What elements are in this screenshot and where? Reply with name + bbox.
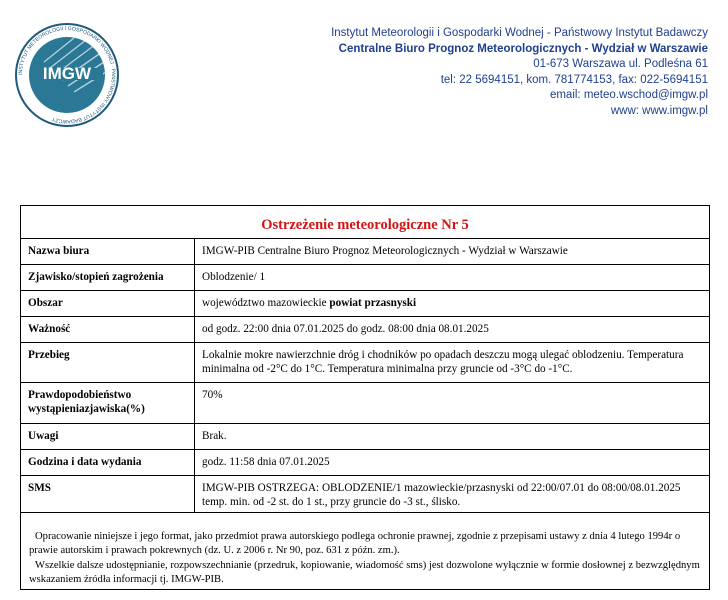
table-row	[21, 239, 709, 265]
table-row	[21, 450, 709, 476]
table-row	[21, 424, 709, 450]
office-phone: tel: 22 5694151, kom. 781774153, fax: 022-5694151	[440, 73, 708, 86]
row-value: Lokalnie mokre nawierzchnie dróg i chodników po opadach deszczu mogą ulegać oblodzeniu. Temperatura minimalna od -2°C do 1°C. Temperatura minimalna przy gruncie od -3°C do -1°C.	[195, 343, 710, 383]
row-label: Zjawisko/stopień zagrożenia	[21, 265, 195, 291]
area-region: województwo mazowieckie	[202, 297, 327, 309]
row-label: Obszar	[21, 291, 195, 317]
institute-name: Instytut Meteorologii i Gospodarki Wodnej - Państwowy Instytut Badawczy	[331, 27, 708, 39]
table-row	[21, 317, 709, 343]
table-row	[21, 291, 709, 317]
office-name: Centralne Biuro Prognoz Meteorologicznych - Wydział w Warszawie	[338, 42, 708, 55]
office-address: 01-673 Warszawa ul. Podleśna 61	[533, 58, 708, 71]
row-value	[195, 291, 710, 317]
row-value: godz. 11:58 dnia 07.01.2025	[195, 450, 710, 476]
copyright-paragraph: Opracowanie niniejsze i jego format, jako przedmiot prawa autorskiego podlega ochronie prawnej, zgodnie z przepisami ustawy z dnia 4 lutego 1994r o prawie autorskim i prawach pokrewnych (dz. U. z 2006 r. Nr 90, poz. 631 z późn. zm.).	[29, 531, 681, 557]
row-value: IMGW-PIB Centralne Biuro Prognoz Meteorologicznych - Wydział w Warszawie	[195, 239, 710, 265]
office-email[interactable]: email: meteo.wschod@imgw.pl	[549, 89, 708, 102]
redistribution-paragraph: Wszelkie dalsze udostępnianie, rozpowszechnianie (przedruk, kopiowanie, wiadomość sms) jest dozwolone wyłącznie w formie dosłownej z bezwzględnym wskazaniem źródła informacji tj. IMGW-PIB.	[29, 559, 700, 586]
table-row	[21, 265, 709, 291]
row-value: Oblodzenie/ 1	[195, 265, 710, 291]
office-website[interactable]: www: www.imgw.pl	[610, 104, 708, 117]
row-value: Brak.	[195, 424, 710, 450]
table-row	[21, 383, 709, 424]
table-row	[21, 476, 709, 513]
row-value: IMGW-PIB OSTRZEGA: OBLODZENIE/1 mazowieckie/przasnyski od 22:00/07.01 do 08:00/08.01.2025 temp. min. od -2 st. do 1 st., przy gruncie do -3 st., ślisko.	[195, 476, 710, 513]
row-label: Uwagi	[21, 424, 195, 450]
row-label: Prawdopodobieństwo wystąpieniazjawiska(%)	[21, 383, 195, 424]
logo-text: IMGW	[42, 64, 92, 83]
copyright-notice	[21, 523, 709, 588]
imgw-logo	[14, 22, 120, 128]
row-label: Godzina i data wydania	[21, 450, 195, 476]
area-district: powiat przasnyski	[329, 297, 417, 309]
row-label: SMS	[21, 476, 195, 513]
warning-table	[21, 238, 709, 513]
row-value: 70%	[195, 383, 710, 424]
warning-title: Ostrzeżenie meteorologiczne Nr 5	[261, 217, 469, 233]
row-label: Nazwa biura	[21, 239, 195, 265]
row-value: od godz. 22:00 dnia 07.01.2025 do godz. 08:00 dnia 08.01.2025	[195, 317, 710, 343]
institute-header	[331, 26, 708, 120]
table-row	[21, 343, 709, 383]
warning-box	[20, 205, 710, 590]
row-label: Ważność	[21, 317, 195, 343]
row-label: Przebieg	[21, 343, 195, 383]
logo-ring-text: INSTYTUT METEOROLOGII I GOSPODARKI WODNEJ · PAŃSTWOWY INSTYTUT BADAWCZY	[17, 25, 117, 125]
